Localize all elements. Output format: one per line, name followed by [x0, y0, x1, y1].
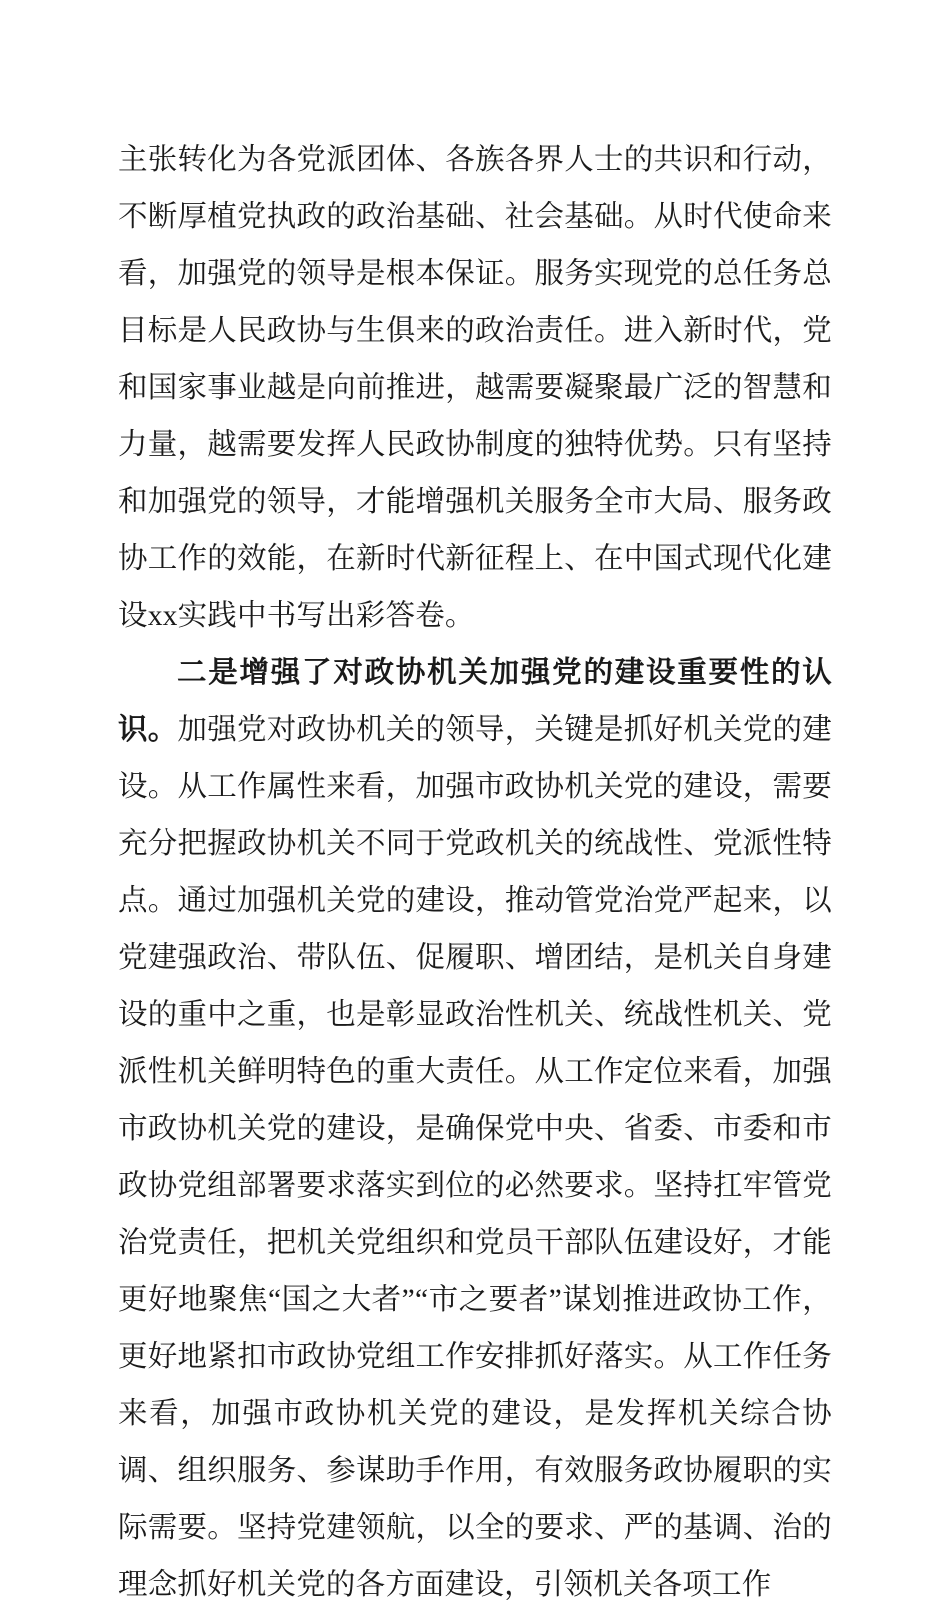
paragraph-text: 主张转化为各党派团体、各族各界人士的共识和行动，不断厚植党执政的政治基础、社会基础。从时代使命来看，加强党的领导是根本保证。服务实现党的总任务总目标是人民政协与生俱来的政治责任。进入新时代，党和国家事业越是向前推进，越需要凝聚最广泛的智慧和力量，越需要发挥人民政协制度的独特优势。只有坚持和加强党的领导，才能增强机关服务全市大局、服务政协工作的效能，在新时代新征程上、在中国式现代化建设xx实践中书写出彩答卷。 — [118, 144, 832, 632]
paragraph-lead-in: 二是增强了对政协机关加强党的建设重要性的认识。 — [118, 657, 832, 746]
paragraph-second-point — [118, 645, 832, 1614]
document-body — [118, 132, 832, 1614]
paragraph-text: 加强党对政协机关的领导，关键是抓好机关党的建设。从工作属性来看，加强市政协机关党的建设，需要充分把握政协机关不同于党政机关的统战性、党派性特点。通过加强机关党的建设，推动管党治党严起来，以党建强政治、带队伍、促履职、增团结，是机关自身建设的重中之重，也是彰显政治性机关、统战性机关、党派性机关鲜明特色的重大责任。从工作定位来看，加强市政协机关党的建设，是确保党中央、省委、市委和市政协党组部署要求落实到位的必然要求。坚持扛牢管党治党责任，把机关党组织和党员干部队伍建设好，才能更好地聚焦“国之大者”“市之要者”谋划推进政协工作，更好地紧扣市政协党组工作安排抓好落实。从工作任务来看，加强市政协机关党的建设，是发挥机关综合协调、组织服务、参谋助手作用，有效服务政协履职的实际需要。坚持党建领航，以全的要求、严的基调、治的理念抓好机关党的各方面建设，引领机关各项工作 — [118, 714, 833, 1601]
paragraph-continued — [118, 132, 832, 645]
